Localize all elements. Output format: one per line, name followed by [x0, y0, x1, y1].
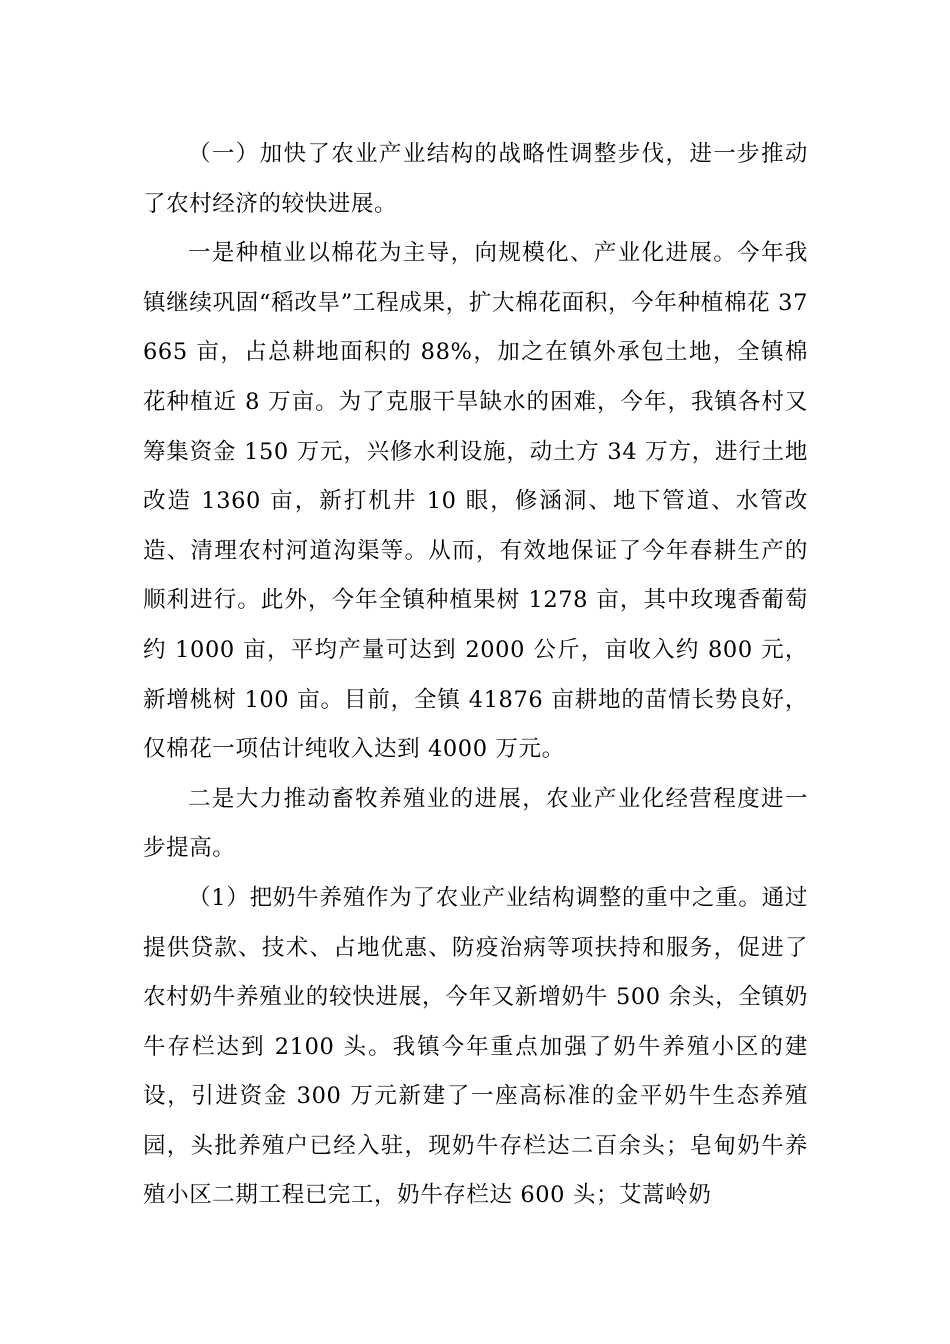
paragraph-livestock: 二是大力推动畜牧养殖业的进展，农业产业化经营程度进一步提高。 [143, 785, 808, 862]
document-body [143, 130, 808, 1221]
paragraph-planting: 一是种植业以棉花为主导，向规模化、产业化进展。今年我镇继续巩固“稻改旱”工程成果，扩大棉花面积，今年种植棉花 37665 亩，占总耕地面积的 88%，加之在镇外承包土地，全镇棉花种植近 8 万亩。为了克服干旱缺水的困难，今年，我镇各村又筹集资金 150 万元，兴修水利设施，动土方 34 万方，进行土地改造 1360 亩，新打机井 10 眼，修涵洞、地下管道、水管改造、清理农村河道沟渠等。从而，有效地保证了今年春耕生产的顺利进行。此外，今年全镇种植果树 1278 亩，其中玫瑰香葡萄约 1000 亩，平均产量可达到 2000 公斤，亩收入约 800 元，新增桃树 100 亩。目前，全镇 41876 亩耕地的苗情长势良好，仅棉花一项估计纯收入达到 4000 万元。 [143, 240, 808, 763]
paragraph-section-heading: （一）加快了农业产业结构的战略性调整步伐，进一步推动了农村经济的较快进展。 [143, 141, 808, 217]
paragraph-dairy-cattle: （1）把奶牛养殖作为了农业产业结构调整的重中之重。通过提供贷款、技术、占地优惠、防疫治病等项扶持和服务，促进了农村奶牛养殖业的较快进展，今年又新增奶牛 500 余头，全镇奶牛存栏达到 2100 头。我镇今年重点加强了奶牛养殖小区的建设，引进资金 300 万元新建了一座高标准的金平奶牛生态养殖园，头批养殖户已经入驻，现奶牛存栏达二百余头；皂甸奶牛养殖小区二期工程已完工，奶牛存栏达 600 头；艾蒿岭奶 [143, 884, 808, 1209]
